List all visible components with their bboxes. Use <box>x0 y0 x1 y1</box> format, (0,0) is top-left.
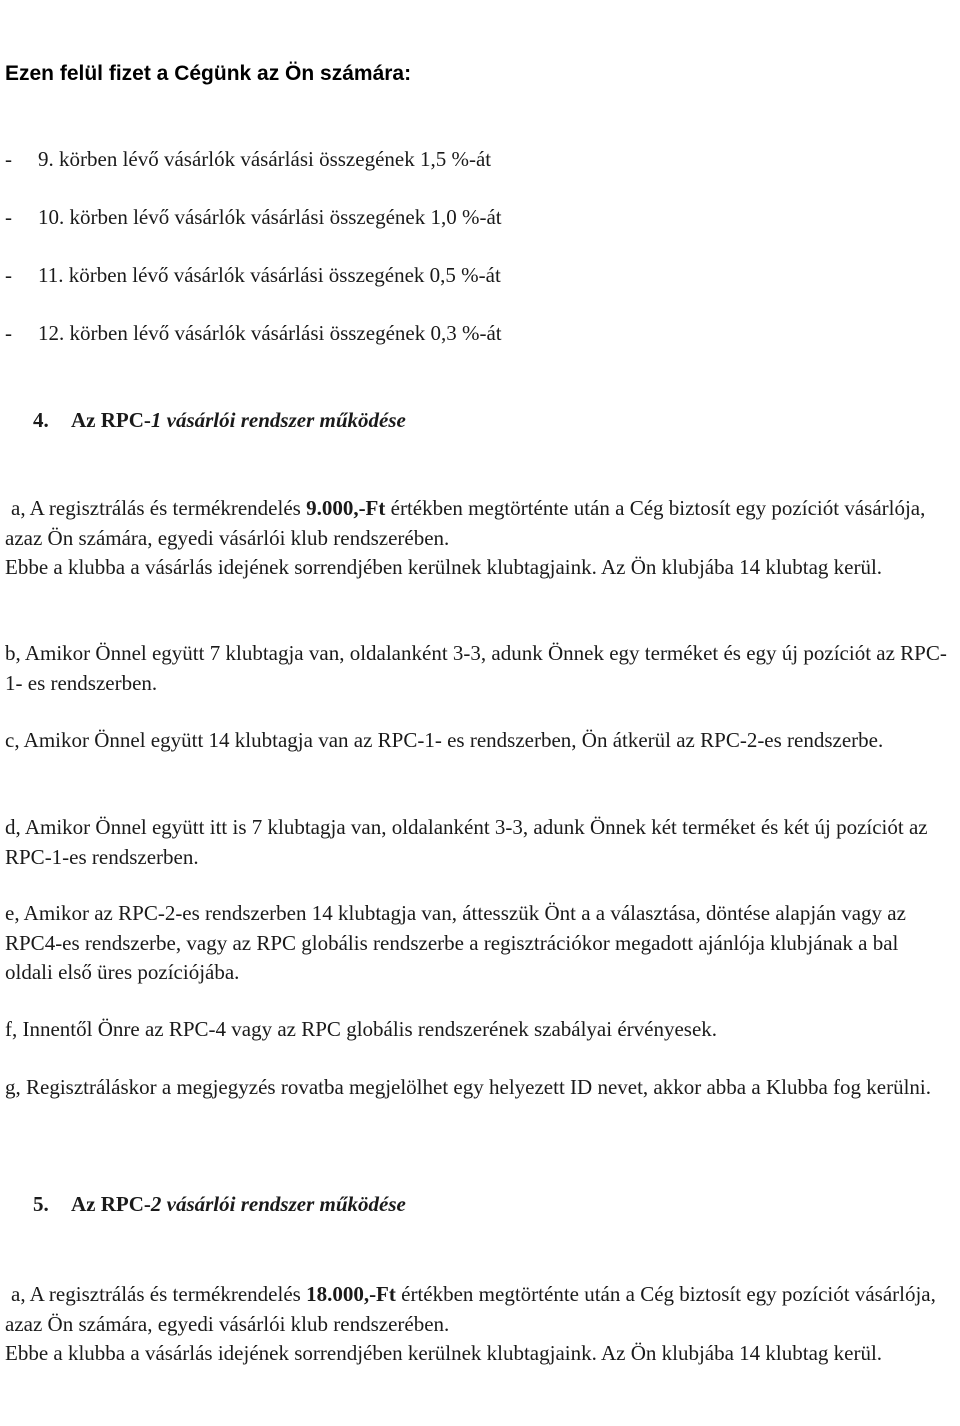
section-5-item-a <box>5 1280 950 1369</box>
item-amount: 9.000,-Ft <box>306 496 386 520</box>
dash-item <box>5 319 502 349</box>
dash-item <box>5 261 501 291</box>
section-4-item-d: d, Amikor Önnel együtt itt is 7 klubtagja van, oldalanként 3-3, adunk Önnek két terméket és két új pozíciót az RPC-1-es rendszerben. <box>5 815 928 869</box>
dash-symbol: - <box>5 205 12 229</box>
section-4-item-g: g, Regisztráláskor a megjegyzés rovatba megjelölhet egy helyezett ID nevet, akkor abba a Klubba fog kerülni. <box>5 1075 931 1099</box>
item-label: a, <box>11 496 26 520</box>
section-number: 5. <box>33 1192 49 1216</box>
section-4-item-c: c, Amikor Önnel együtt 14 klubtagja van az RPC-1- es rendszerben, Ön átkerül az RPC-2-es rendszerbe. <box>5 728 884 752</box>
section-4-item-b: b, Amikor Önnel együtt 7 klubtagja van, oldalanként 3-3, adunk Önnek egy terméket és egy új pozíciót az RPC-1- es rendszerben. <box>5 641 947 695</box>
intro-heading: Ezen felül fizet a Cégünk az Ön számára: <box>5 62 412 85</box>
section-5-heading <box>33 1190 406 1220</box>
section-number: 4. <box>33 408 49 432</box>
section-title-prefix: Az RPC- <box>71 1192 151 1216</box>
dash-item-text: 12. körben lévő vásárlók vásárlási összegének 0,3 %-át <box>38 321 502 345</box>
dash-item-text: 11. körben lévő vásárlók vásárlási összegének 0,5 %-át <box>38 263 501 287</box>
section-4-heading <box>33 406 406 436</box>
dash-item <box>5 203 502 233</box>
item-label: a, <box>11 1282 26 1306</box>
dash-symbol: - <box>5 321 12 345</box>
section-title-rest: 1 vásárlói rendszer működése <box>150 408 406 432</box>
dash-symbol: - <box>5 147 12 171</box>
section-4-item-e: e, Amikor az RPC-2-es rendszerben 14 klubtagja van, áttesszük Önt a a választása, döntése alapján vagy az RPC4-es rendszerbe, vagy az RPC globális rendszerbe a regisztrációkor megadott ajánlója klubjának a bal oldali első üres pozíciójába. <box>5 901 906 984</box>
section-title-rest: 2 vásárlói rendszer működése <box>150 1192 406 1216</box>
item-text-1: A regisztrálás és termékrendelés <box>29 496 301 520</box>
item-text-2: értékben megtörténte után a Cég biztosít egy pozíciót vásárlója, azaz Ön számára, egyedi vásárlói klub rendszerében. <box>5 1282 936 1336</box>
item-text-1: A regisztrálás és termékrendelés <box>29 1282 301 1306</box>
section-title-prefix: Az RPC- <box>71 408 151 432</box>
dash-item-text: 9. körben lévő vásárlók vásárlási összegének 1,5 %-át <box>38 147 492 171</box>
item-text-2: értékben megtörténte után a Cég biztosít egy pozíciót vásárlója, azaz Ön számára, egyedi vásárlói klub rendszerében. <box>5 496 926 550</box>
dash-item-text: 10. körben lévő vásárlók vásárlási összegének 1,0 %-át <box>38 205 502 229</box>
section-4-item-a <box>5 494 950 583</box>
item-amount: 18.000,-Ft <box>306 1282 396 1306</box>
section-4-item-f: f, Innentől Önre az RPC-4 vagy az RPC globális rendszerének szabályai érvényesek. <box>5 1017 718 1041</box>
item-text-3: Ebbe a klubba a vásárlás idejének sorrendjében kerülnek klubtagjaink. Az Ön klubjába 14 klubtag kerül. <box>5 1341 883 1365</box>
item-text-3: Ebbe a klubba a vásárlás idejének sorrendjében kerülnek klubtagjaink. Az Ön klubjába 14 klubtag kerül. <box>5 555 883 579</box>
dash-symbol: - <box>5 263 12 287</box>
dash-item <box>5 145 491 175</box>
